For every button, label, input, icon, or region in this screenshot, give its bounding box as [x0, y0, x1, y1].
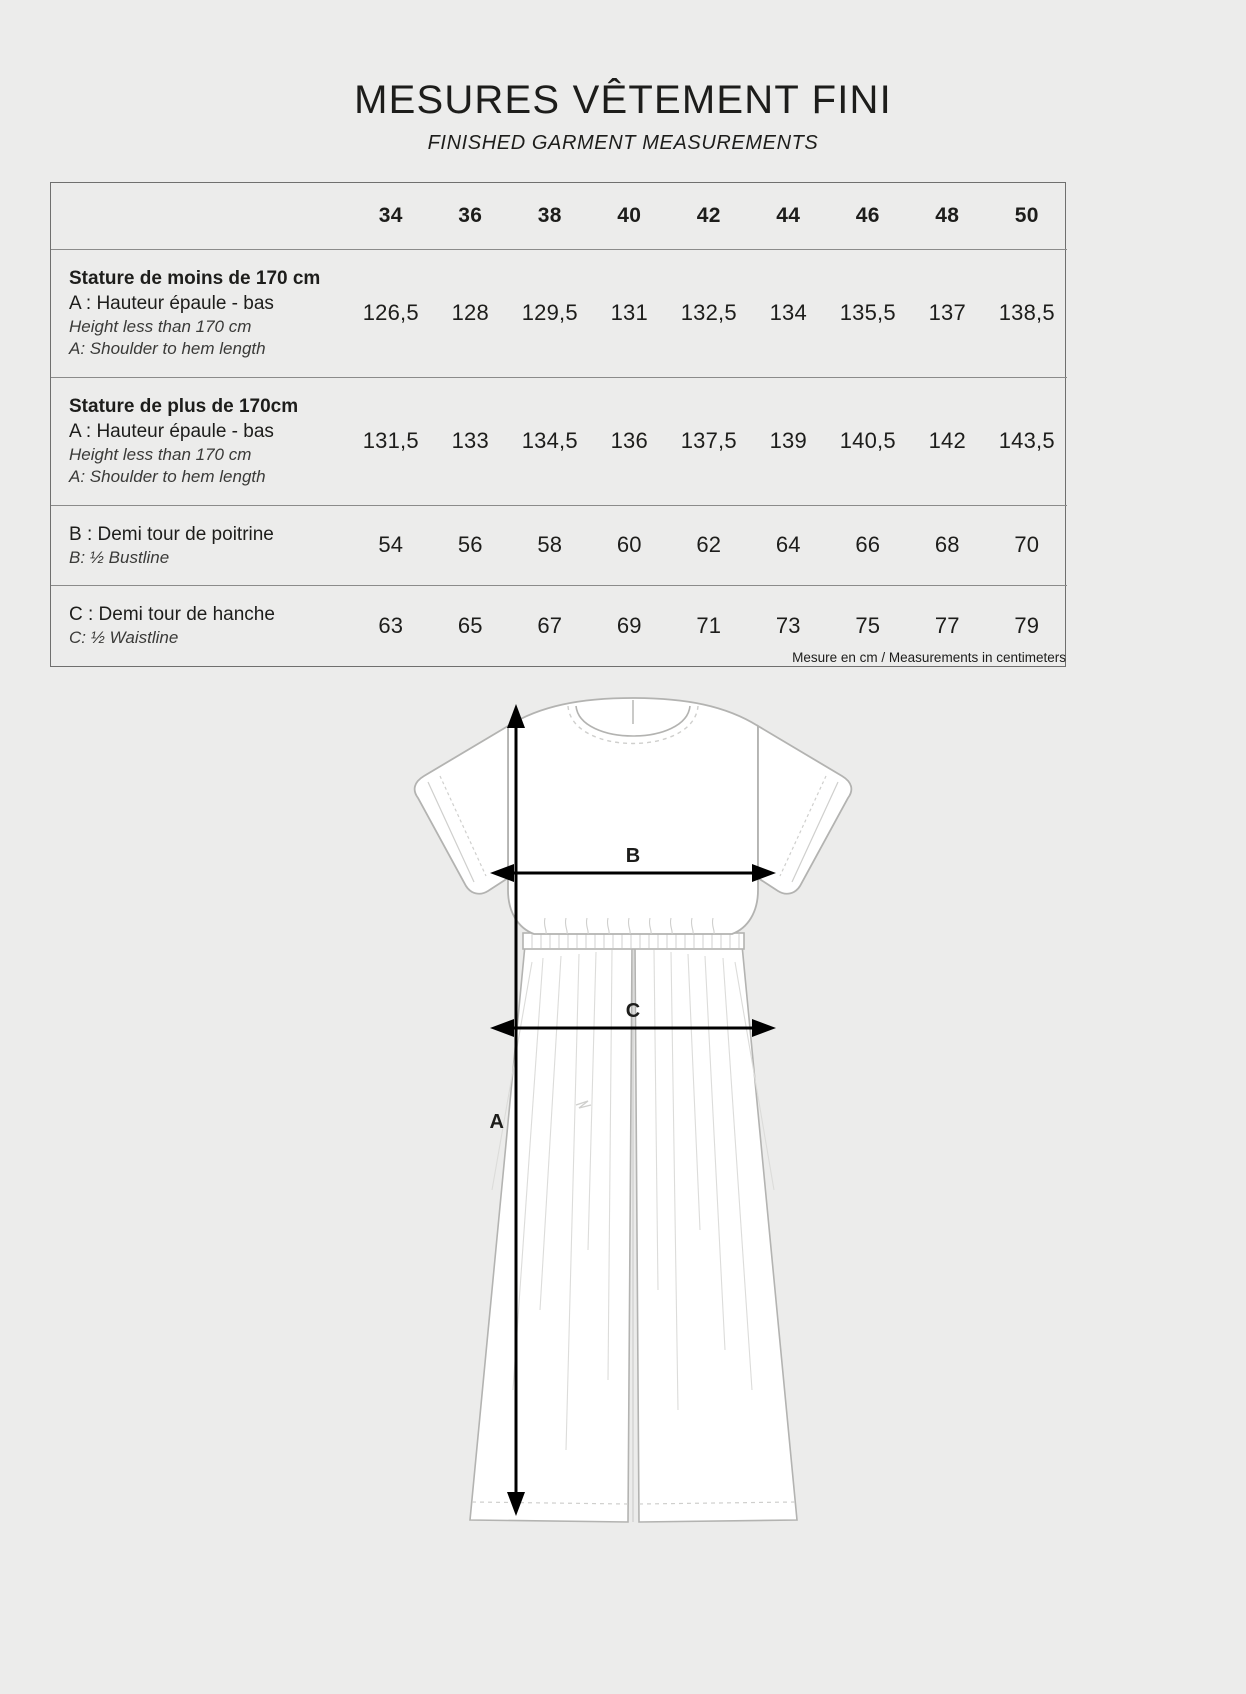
page-subtitle: FINISHED GARMENT MEASUREMENTS [427, 132, 819, 154]
row-title-en-2: A: Shoulder to hem length [69, 467, 266, 487]
value-cell: 64 [775, 532, 801, 558]
value-cell: 132,5 [680, 300, 737, 326]
value-cell: 137 [928, 300, 966, 326]
row-title-en-1: Height less than 170 cm [69, 444, 252, 464]
table-header-row [51, 183, 1067, 249]
row-title-en-1: Height less than 170 cm [69, 316, 252, 336]
size-header-38: 38 [537, 203, 562, 227]
value-cell: 138,5 [998, 300, 1055, 326]
row-title-fr: A : Hauteur épaule - bas [69, 292, 274, 314]
value-cell: 133 [451, 428, 489, 454]
value-cell: 62 [696, 532, 722, 558]
size-header-50: 50 [1014, 203, 1039, 227]
value-cell: 126,5 [362, 300, 419, 326]
row-title-fr: B : Demi tour de poitrine [69, 523, 274, 545]
value-cell: 136 [610, 428, 648, 454]
value-cell: 56 [457, 532, 483, 558]
row-title-en-1: C: ½ Waistline [69, 628, 179, 648]
value-cell: 54 [378, 532, 404, 558]
value-cell: 69 [616, 612, 642, 638]
value-cell: 79 [1014, 612, 1040, 638]
row-title-fr: C : Demi tour de hanche [69, 604, 275, 626]
value-cell: 71 [696, 612, 722, 638]
value-cell: 142 [928, 428, 966, 454]
size-header-34: 34 [378, 203, 403, 227]
value-cell: 63 [378, 612, 404, 638]
size-chart-table [51, 183, 1067, 666]
value-cell: 140,5 [839, 428, 896, 454]
value-cell: 66 [855, 532, 881, 558]
row-title-fr: A : Hauteur épaule - bas [69, 420, 274, 442]
size-header-36: 36 [458, 203, 483, 227]
value-cell: 135,5 [839, 300, 896, 326]
measurement-label-c: C [625, 1000, 641, 1022]
measurement-label-b: B [625, 845, 641, 867]
value-cell: 73 [775, 612, 801, 638]
table-row [51, 249, 1067, 377]
value-cell: 65 [457, 612, 483, 638]
value-cell: 139 [769, 428, 807, 454]
value-cell: 129,5 [521, 300, 578, 326]
value-cell: 134 [769, 300, 807, 326]
value-cell: 77 [934, 612, 960, 638]
value-cell: 67 [537, 612, 563, 638]
row-title-en-1: B: ½ Bustline [69, 547, 170, 567]
size-header-40: 40 [617, 203, 642, 227]
garment-illustration [380, 690, 880, 1690]
page-title: MESURES VÊTEMENT FINI [354, 78, 892, 122]
row-title-bold: Stature de plus de 170cm [69, 395, 299, 417]
value-cell: 58 [537, 532, 563, 558]
value-cell: 70 [1014, 532, 1040, 558]
dress-flat-sketch-icon [415, 698, 852, 1522]
measurement-label-cell [51, 505, 351, 586]
value-cell: 60 [616, 532, 642, 558]
value-cell: 134,5 [521, 428, 578, 454]
measurement-column-header [51, 183, 351, 249]
value-cell: 68 [934, 532, 960, 558]
row-title-bold: Stature de moins de 170 cm [69, 267, 321, 289]
value-cell: 131,5 [362, 428, 419, 454]
table-body [51, 249, 1067, 666]
value-cell: 75 [855, 612, 881, 638]
value-cell: 137,5 [680, 428, 737, 454]
page-header [0, 0, 1246, 155]
size-header-44: 44 [776, 203, 801, 227]
value-cell: 131 [610, 300, 648, 326]
size-header-46: 46 [855, 203, 880, 227]
size-header-42: 42 [696, 203, 721, 227]
table-row [51, 505, 1067, 586]
measurement-label-cell [51, 249, 351, 377]
size-chart-table-container [50, 182, 1066, 667]
value-cell: 128 [451, 300, 489, 326]
value-cell: 143,5 [998, 428, 1055, 454]
measurement-label-cell [51, 377, 351, 505]
measurement-label-a: A [489, 1111, 504, 1133]
row-title-en-2: A: Shoulder to hem length [69, 339, 266, 359]
table-header [51, 183, 1067, 249]
table-row [51, 377, 1067, 505]
size-header-48: 48 [935, 203, 960, 227]
units-footnote: Mesure en cm / Measurements in centimeters [792, 650, 1066, 665]
